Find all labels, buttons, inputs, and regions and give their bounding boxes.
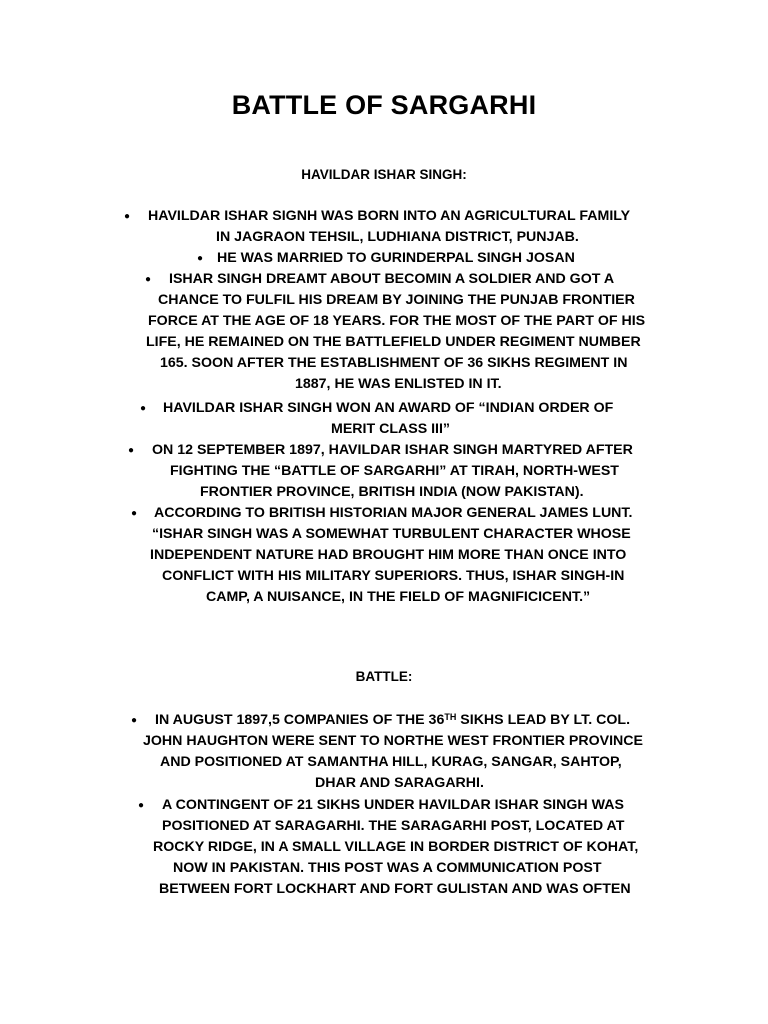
text-line: 165. SOON AFTER THE ESTABLISHMENT OF 36 SIKHS REGIMENT IN [160,355,628,371]
text-line: “ISHAR SINGH WAS A SOMEWHAT TURBULENT CHARACTER WHOSE [152,526,631,542]
text-line: HAVILDAR ISHAR SINGH WON AN AWARD OF “INDIAN ORDER OF [163,400,614,416]
section-heading-ishar-singh: HAVILDAR ISHAR SINGH: [301,167,467,182]
text-line: JOHN HAUGHTON WERE SENT TO NORTHE WEST FRONTIER PROVINCE [143,733,644,749]
text-line: IN JAGRAON TEHSIL, LUDHIANA DISTRICT, PUNJAB. [216,229,579,245]
text-line: AND POSITIONED AT SAMANTHA HILL, KURAG, SANGAR, SAHTOP, [160,754,622,770]
text-line: ISHAR SINGH DREAMT ABOUT BECOMIN A SOLDIER AND GOT A [169,271,615,287]
text-segment: IN AUGUST 1897,5 COMPANIES OF THE 36 [155,712,445,728]
text-line: CAMP, A NUISANCE, IN THE FIELD OF MAGNIFICICENT.” [206,589,591,605]
text-line: BETWEEN FORT LOCKHART AND FORT GULISTAN AND WAS OFTEN [159,881,631,897]
text-line: FRONTIER PROVINCE, BRITISH INDIA (NOW PAKISTAN). [200,484,584,500]
text-line: A CONTINGENT OF 21 SIKHS UNDER HAVILDAR ISHAR SINGH WAS [162,797,624,813]
page-title: BATTLE OF SARGARHI [231,90,537,120]
bullet-icon: ● [138,800,145,811]
text-line: ON 12 SEPTEMBER 1897, HAVILDAR ISHAR SINGH MARTYRED AFTER [152,442,633,458]
bullet-icon: ● [131,508,138,519]
text-segment: SIKHS LEAD BY LT. COL. [456,712,631,728]
bullet-icon: ● [145,274,152,285]
superscript: TH [444,712,457,722]
text-line: POSITIONED AT SARAGARHI. THE SARAGARHI POST, LOCATED AT [162,818,625,834]
text-line: NOW IN PAKISTAN. THIS POST WAS A COMMUNICATION POST [173,860,602,876]
section-heading-battle: BATTLE: [355,669,413,684]
text-line [155,710,630,731]
text-line: HAVILDAR ISHAR SIGNH WAS BORN INTO AN AGRICULTURAL FAMILY [148,208,631,224]
text-line: HE WAS MARRIED TO GURINDERPAL SINGH JOSAN [217,250,575,266]
text-line: DHAR AND SARAGARHI. [315,775,484,791]
text-line: LIFE, HE REMAINED ON THE BATTLEFIELD UNDER REGIMENT NUMBER [146,334,641,350]
text-line: ACCORDING TO BRITISH HISTORIAN MAJOR GENERAL JAMES LUNT. [154,505,633,521]
bullet-icon: ● [128,445,135,456]
text-line: INDEPENDENT NATURE HAD BROUGHT HIM MORE THAN ONCE INTO [150,547,627,563]
bullet-icon: ● [197,253,204,264]
text-line: ROCKY RIDGE, IN A SMALL VILLAGE IN BORDER DISTRICT OF KOHAT, [153,839,639,855]
text-line: CHANCE TO FULFIL HIS DREAM BY JOINING THE PUNJAB FRONTIER [158,292,635,308]
text-line: CONFLICT WITH HIS MILITARY SUPERIORS. THUS, ISHAR SINGH-IN [162,568,625,584]
text-line: FIGHTING THE “BATTLE OF SARGARHI” AT TIRAH, NORTH-WEST [170,463,619,479]
bullet-icon: ● [140,403,147,414]
text-line: 1887, HE WAS ENLISTED IN IT. [295,376,502,392]
text-line: FORCE AT THE AGE OF 18 YEARS. FOR THE MOST OF THE PART OF HIS [148,313,646,329]
text-line: MERIT CLASS III” [331,421,451,437]
bullet-icon: ● [131,715,138,726]
bullet-icon: ● [124,211,131,222]
